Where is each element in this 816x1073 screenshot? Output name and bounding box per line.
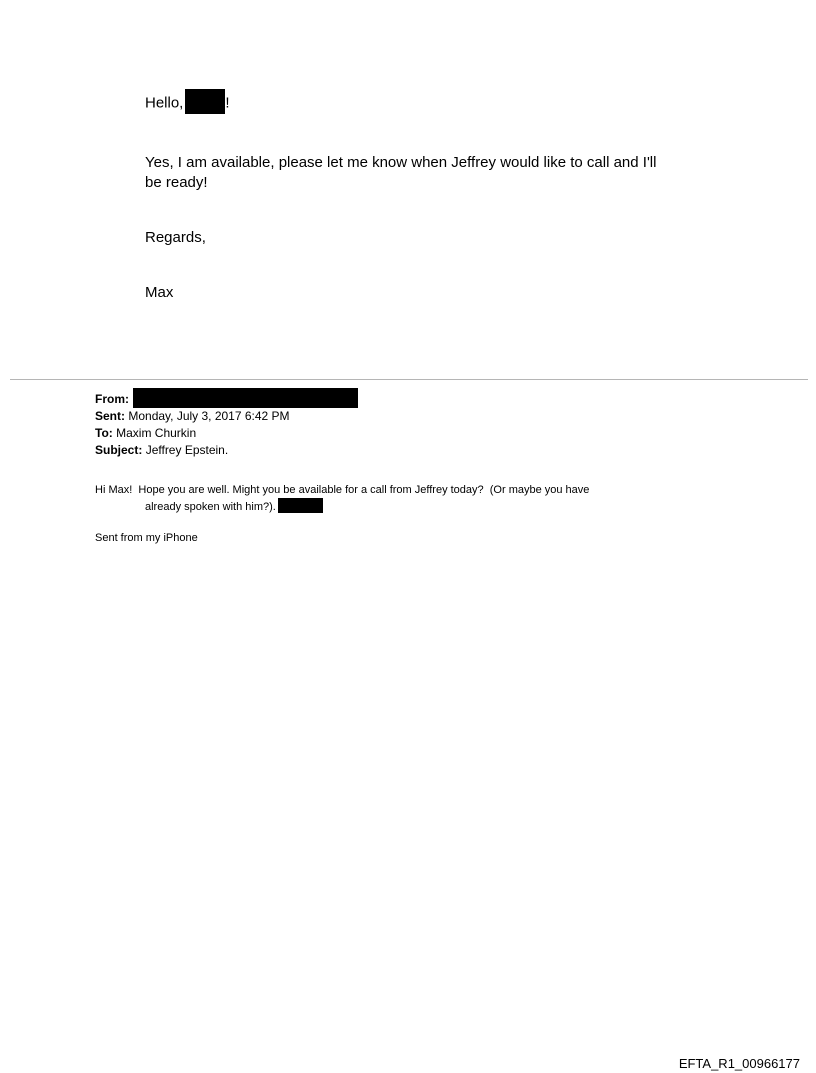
reply-body: Yes, I am available, please let me know when Jeffrey would like to call and I'll be ready! — [145, 154, 657, 191]
greeting-prefix: Hello, — [145, 94, 184, 112]
redaction-box — [133, 388, 358, 408]
sent-from-footer: Sent from my iPhone — [95, 532, 198, 544]
redaction-box — [185, 89, 225, 114]
from-row — [95, 391, 290, 408]
message-separator — [10, 379, 808, 380]
redaction-box — [278, 498, 323, 513]
greeting-suffix: ! — [225, 94, 230, 112]
subject-value: Jeffrey Epstein. — [145, 443, 229, 457]
subject-row — [95, 442, 290, 459]
original-body-line-1: Hi Max! Hope you are well. Might you be available for a call from Jeffrey today? (Or maybe you have — [95, 484, 590, 496]
to-row — [95, 425, 290, 442]
reply-signature: Max — [145, 284, 174, 301]
original-message-header — [95, 391, 290, 459]
document-id: EFTA_R1_00966177 — [678, 1056, 800, 1071]
sent-label: Sent: — [95, 409, 125, 423]
sent-row — [95, 408, 290, 425]
greeting-line — [145, 93, 230, 114]
to-label: To: — [95, 426, 113, 440]
to-value: Maxim Churkin — [116, 426, 197, 440]
sent-value: Monday, July 3, 2017 6:42 PM — [128, 409, 290, 423]
subject-label: Subject: — [95, 443, 143, 457]
original-body-line-2 — [95, 498, 695, 515]
original-message-body — [95, 483, 695, 515]
reply-closing: Regards, — [145, 229, 206, 246]
original-body-line-2-text: already spoken with him?). — [145, 501, 276, 513]
from-label: From: — [95, 392, 129, 406]
